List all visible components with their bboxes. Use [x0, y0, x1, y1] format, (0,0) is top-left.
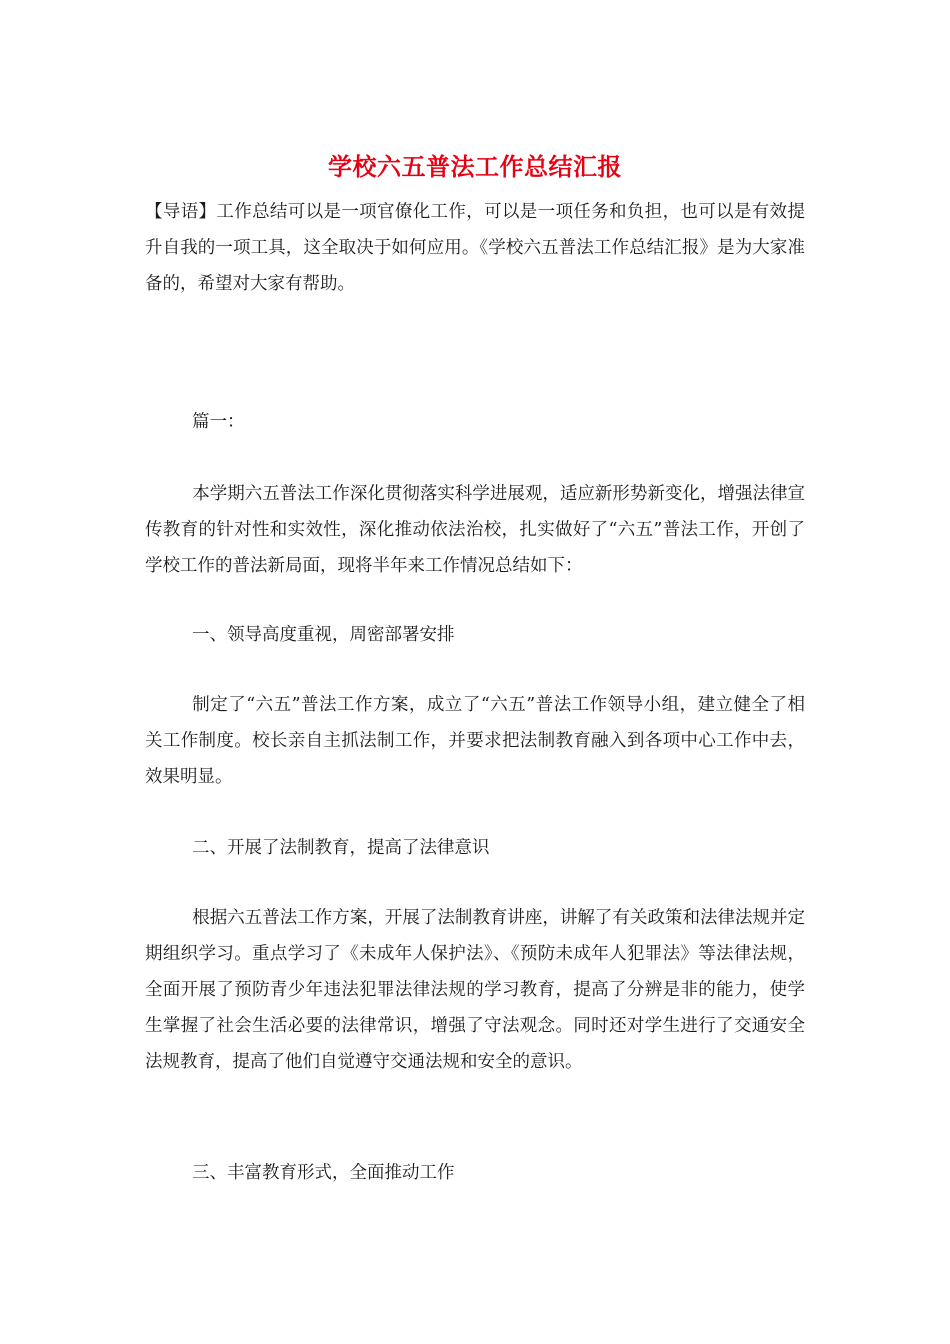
document-title: 学校六五普法工作总结汇报 — [328, 152, 622, 181]
intro-paragraph: 【导语】工作总结可以是一项官僚化工作，可以是一项任务和负担，也可以是有效提升自我的一项工具，这全取决于如何应用。《学校六五普法工作总结汇报》是为大家准备的，希望对大家有帮助。 — [145, 202, 805, 294]
opening-paragraph: 本学期六五普法工作深化贯彻落实科学进展观，适应新形势新变化，增强法律宣传教育的针对性和实效性，深化推动依法治校，扎实做好了“六五”普法工作，开创了学校工作的普法新局面，现将半年来工作情况总结如下： — [145, 484, 805, 576]
section-3-heading: 三、丰富教育形式，全面推动工作 — [192, 1163, 455, 1183]
chapter-label: 篇一： — [192, 412, 245, 432]
section-2-body: 根据六五普法工作方案，开展了法制教育讲座，讲解了有关政策和法律法规并定期组织学习。重点学习了《未成年人保护法》、《预防未成年人犯罪法》等法律法规，全面开展了预防青少年违法犯罪法律法规的学习教育，提高了分辨是非的能力，使学生掌握了社会生活必要的法律常识，增强了守法观念。同时还对学生进行了交通安全法规教育，提高了他们自觉遵守交通法规和安全的意识。 — [145, 908, 805, 1072]
section-1-body: 制定了“六五”普法工作方案，成立了“六五”普法工作领导小组，建立健全了相关工作制度。校长亲自主抓法制工作，并要求把法制教育融入到各项中心工作中去，效果明显。 — [145, 695, 805, 787]
section-1-heading: 一、领导高度重视，周密部署安排 — [192, 625, 455, 645]
section-2-heading: 二、开展了法制教育，提高了法律意识 — [192, 838, 490, 858]
